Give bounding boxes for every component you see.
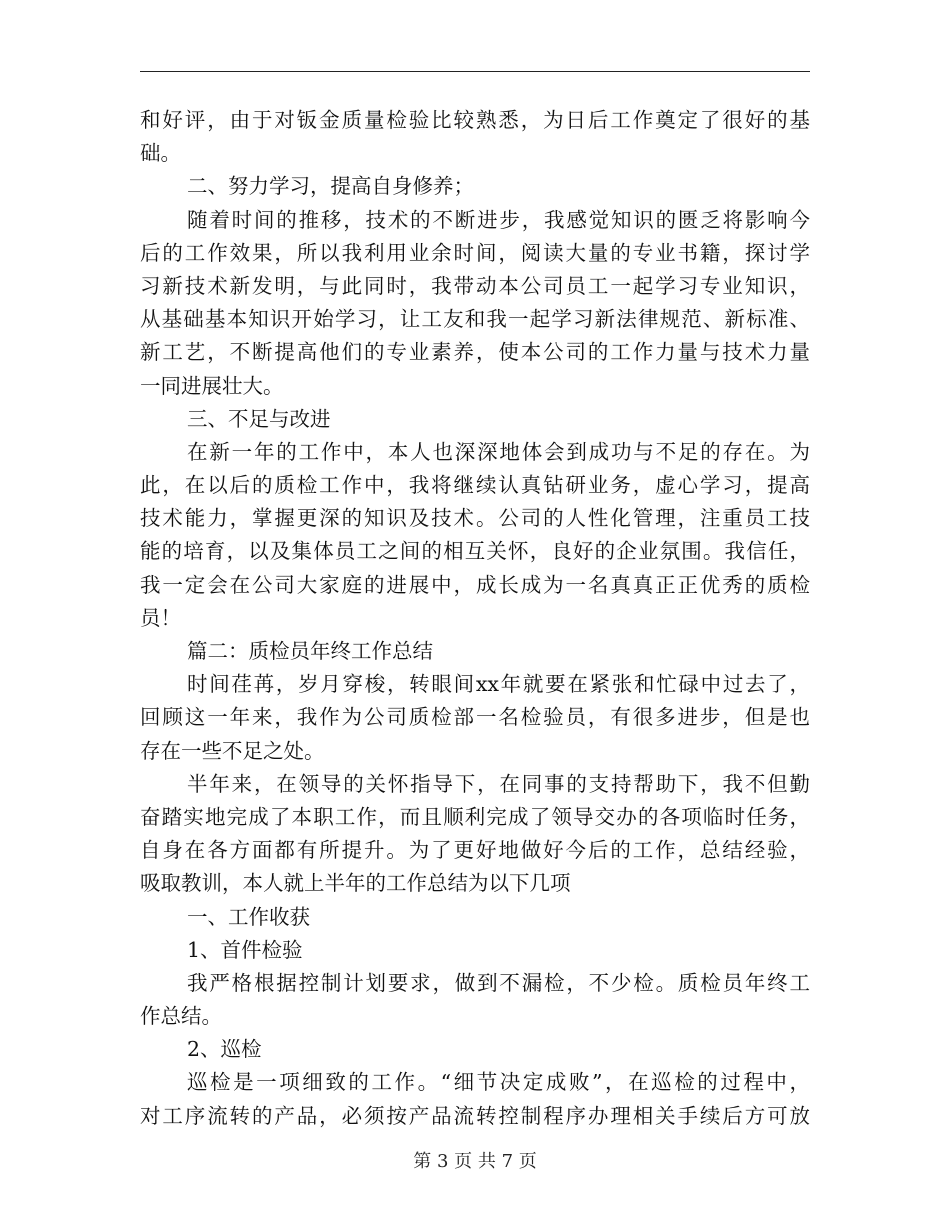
text-line: 三、不足与改进	[187, 406, 331, 431]
text-line: 础。	[140, 141, 181, 166]
text-line: 从基础基本知识开始学习，让工友和我一起学习新法律规范、新标准、	[140, 307, 810, 332]
text-line: 在新一年的工作中，本人也深深地体会到成功与不足的存在。为	[187, 439, 810, 464]
text-line: 吸取教训，本人就上半年的工作总结为以下几项	[140, 871, 571, 896]
text-line: 奋踏实地完成了本职工作，而且顺利完成了领导交办的各项临时任务，	[140, 804, 810, 829]
text-line: 一同进展壮大。	[140, 373, 284, 398]
text-line: 回顾这一年来，我作为公司质检部一名检验员，有很多进步，但是也	[140, 705, 810, 730]
text-line: 我严格根据控制计划要求，做到不漏检，不少检。质检员年终工	[187, 970, 810, 995]
text-line: 和好评，由于对钣金质量检验比较熟悉，为日后工作奠定了很好的基	[140, 108, 810, 132]
text-line: 作总结。	[140, 1004, 222, 1029]
text-line: 习新技术新发明，与此同时，我带动本公司员工一起学习专业知识，	[140, 273, 810, 298]
text-line: 半年来，在领导的关怀指导下，在同事的支持帮助下，我不但勤	[187, 771, 810, 796]
page-number: 第 3 页 共 7 页	[413, 1151, 537, 1172]
text-line: 1、首件检验	[187, 937, 303, 962]
text-line: 存在一些不足之处。	[140, 738, 325, 763]
text-line: 巡检是一项细致的工作。“细节决定成败”，在巡检的过程中，	[187, 1070, 810, 1095]
text-line: 技术能力，掌握更深的知识及技术。公司的人性化管理，注重员工技	[140, 506, 810, 531]
text-line: 二、努力学习，提高自身修养；	[187, 174, 474, 199]
text-line: 能的培育，以及集体员工之间的相互关怀，良好的企业氛围。我信任，	[140, 539, 810, 564]
document-body	[140, 104, 810, 1133]
text-line: 对工序流转的产品，必须按产品流转控制程序办理相关手续后方可放	[140, 1103, 810, 1128]
text-line: 员！	[140, 605, 181, 630]
text-line: 新工艺，不断提高他们的专业素养，使本公司的工作力量与技术力量	[140, 340, 810, 365]
text-line: 时间荏苒，岁月穿梭，转眼间xx年就要在紧张和忙碌中过去了，	[187, 672, 810, 697]
text-line: 2、巡检	[187, 1037, 262, 1062]
text-line: 我一定会在公司大家庭的进展中，成长成为一名真真正正优秀的质检	[140, 572, 810, 597]
text-line: 一、工作收获	[187, 904, 310, 929]
text-line: 随着时间的推移，技术的不断进步，我感觉知识的匮乏将影响今	[187, 207, 810, 232]
header-rule	[140, 71, 810, 72]
text-line: 此，在以后的质检工作中，我将继续认真钻研业务，虚心学习，提高	[140, 473, 810, 498]
text-line: 后的工作效果，所以我利用业余时间，阅读大量的专业书籍，探讨学	[140, 240, 810, 265]
text-line: 篇二：质检员年终工作总结	[187, 639, 433, 663]
text-line: 自身在各方面都有所提升。为了更好地做好今后的工作，总结经验，	[140, 838, 810, 863]
